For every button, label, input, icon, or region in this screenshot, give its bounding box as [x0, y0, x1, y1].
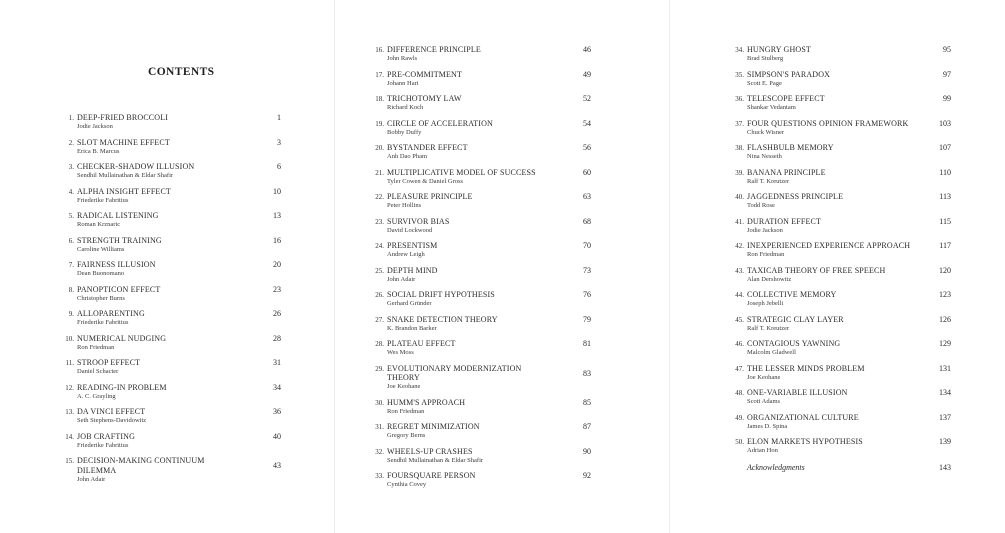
- entry-author: Bobby Duffy: [387, 128, 422, 136]
- toc-entry[interactable]: [670, 94, 1005, 116]
- toc-entry[interactable]: [0, 260, 334, 282]
- entry-author: Johann Hari: [387, 79, 419, 87]
- entry-title: ELON MARKETS HYPOTHESIS: [747, 437, 863, 446]
- toc-entry[interactable]: [335, 217, 669, 239]
- entry-page-number: 3: [277, 137, 281, 147]
- entry-page-number: 126: [939, 314, 951, 324]
- toc-entry[interactable]: [335, 70, 669, 92]
- entry-title: WHEELS-UP CRASHES: [387, 446, 473, 456]
- entry-author: Caroline Williams: [77, 245, 125, 253]
- toc-entry[interactable]: [0, 456, 334, 483]
- toc-entry[interactable]: [335, 339, 669, 361]
- toc-entry[interactable]: [335, 363, 669, 390]
- toc-entry[interactable]: [0, 309, 334, 331]
- toc-entry[interactable]: [0, 211, 334, 233]
- toc-entry[interactable]: [670, 266, 1005, 288]
- entry-author: Chuck Wisner: [747, 128, 784, 136]
- entry-author: Ron Friedman: [747, 251, 785, 258]
- entry-number: 23.: [375, 217, 384, 226]
- entry-page-number: 92: [583, 471, 591, 480]
- entry-page-number: 52: [583, 94, 591, 103]
- toc-entry[interactable]: [0, 358, 334, 380]
- toc-entry[interactable]: [670, 119, 1005, 141]
- entry-page-number: 63: [583, 192, 591, 201]
- entry-title: INEXPERIENCED EXPERIENCE APPROACH: [747, 241, 911, 250]
- entry-author: Anh Dao Pham: [387, 153, 428, 160]
- toc-entry[interactable]: [335, 398, 669, 420]
- toc-entry[interactable]: [670, 437, 1005, 459]
- entry-title: ALLOPARENTING: [77, 309, 145, 318]
- entry-page-number: 120: [939, 265, 951, 275]
- entry-author: Scott E. Page: [747, 79, 782, 87]
- entry-title: TRICHOTOMY LAW: [387, 94, 462, 103]
- entry-number: 26.: [375, 291, 384, 299]
- entry-author: Joseph Jebelli: [747, 300, 784, 307]
- entry-title: HUMM'S APPROACH: [387, 397, 466, 407]
- entry-page-number: 31: [273, 358, 281, 367]
- entry-page-number: 60: [583, 167, 591, 177]
- entry-page-number: 83: [583, 368, 591, 378]
- entry-number: 34.: [735, 46, 744, 54]
- entry-number: 39.: [735, 168, 744, 177]
- entry-author: Andrew Leigh: [387, 251, 425, 258]
- entry-author: Tyler Cowen & Daniel Gross: [387, 177, 464, 185]
- entry-page-number: 49: [583, 69, 591, 79]
- entry-title: JOB CRAFTING: [77, 431, 136, 441]
- entry-title: ONE-VARIABLE ILLUSION: [747, 388, 848, 397]
- toc-entry[interactable]: [670, 413, 1005, 435]
- contents-heading: CONTENTS: [148, 66, 215, 78]
- entry-title: DA VINCI EFFECT: [77, 407, 146, 416]
- entry-author: Friederike Fabritius: [77, 319, 129, 326]
- entry-author: John Adair: [387, 275, 416, 283]
- entry-author: Nina Nesseth: [747, 153, 782, 160]
- entry-author: Christopher Burns: [77, 294, 125, 302]
- entry-number: 1.: [68, 114, 74, 122]
- entry-author: Cynthia Covey: [387, 481, 427, 488]
- entry-page-number: 13: [273, 211, 281, 220]
- toc-entry[interactable]: [335, 119, 669, 141]
- toc-entry[interactable]: [670, 364, 1005, 386]
- entry-title: NUMERICAL NUDGING: [77, 333, 167, 343]
- entry-author: Malcolm Gladwell: [747, 349, 796, 356]
- entry-number: 12.: [65, 383, 74, 392]
- toc-entry[interactable]: [670, 143, 1005, 165]
- entry-number: 11.: [65, 359, 74, 367]
- toc-entry[interactable]: [670, 315, 1005, 337]
- entry-number: 20.: [375, 144, 384, 152]
- acknowledgments-title: Acknowledgments: [747, 462, 805, 472]
- toc-entry[interactable]: [670, 217, 1005, 239]
- entry-number: 4.: [68, 187, 74, 196]
- entry-page-number: 134: [939, 388, 951, 397]
- entry-title: DECISION-MAKING CONTINUUM: [77, 456, 205, 465]
- toc-entry[interactable]: [335, 192, 669, 214]
- entry-page-number: 40: [273, 431, 281, 441]
- entry-number: 13.: [65, 408, 74, 416]
- entry-page-number: 54: [583, 118, 591, 128]
- entry-author: Dean Buonomano: [77, 270, 125, 277]
- entry-number: 50.: [735, 438, 744, 446]
- toc-entry[interactable]: [0, 162, 334, 184]
- entry-number: 49.: [735, 413, 744, 422]
- entry-title: TELESCOPE EFFECT: [747, 94, 825, 103]
- toc-entry[interactable]: [670, 290, 1005, 312]
- toc-entry[interactable]: [670, 388, 1005, 410]
- entry-page-number: 79: [583, 314, 591, 324]
- toc-entry[interactable]: [335, 168, 669, 190]
- entry-author: Joe Keohane: [747, 373, 781, 381]
- entry-title: THE LESSER MINDS PROBLEM: [747, 363, 865, 373]
- entry-author: Ron Friedman: [77, 343, 115, 351]
- entry-title: REGRET MINIMIZATION: [387, 422, 480, 431]
- toc-entry[interactable]: [670, 70, 1005, 92]
- entry-page-number: 10: [273, 186, 281, 196]
- toc-entry[interactable]: [670, 168, 1005, 190]
- entry-title: PLEASURE PRINCIPLE: [387, 192, 473, 201]
- entry-author: Ron Friedman: [387, 407, 425, 415]
- entry-author: Sendhil Mullainathan & Eldar Shafir: [77, 172, 174, 179]
- entry-number: 44.: [735, 291, 744, 299]
- entry-number: 16.: [375, 46, 384, 54]
- entry-author: John Rawls: [387, 55, 418, 62]
- entry-page-number: 117: [939, 241, 951, 250]
- entry-page-number: 73: [583, 265, 591, 275]
- entry-title: ALPHA INSIGHT EFFECT: [77, 186, 171, 196]
- entry-number: 21.: [375, 168, 384, 177]
- entry-title: BANANA PRINCIPLE: [747, 167, 826, 177]
- entry-page-number: 123: [939, 290, 951, 299]
- entry-author: Shankar Vedantam: [747, 104, 796, 111]
- entry-author: Adrian Hon: [747, 447, 778, 454]
- entry-number: 47.: [735, 364, 744, 373]
- entry-author: David Lockwood: [387, 226, 433, 234]
- entry-title: RADICAL LISTENING: [77, 211, 159, 220]
- entry-page-number: 115: [939, 216, 951, 226]
- entry-number: 2.: [68, 138, 74, 147]
- entry-author: K. Brandon Barker: [387, 324, 437, 332]
- right-page: [670, 0, 1005, 533]
- entry-number: 30.: [375, 398, 384, 407]
- entry-author: A. C. Grayling: [77, 392, 116, 400]
- entry-author: Roman Krznaric: [77, 221, 121, 228]
- toc-entry[interactable]: [0, 334, 334, 356]
- entry-title: PLATEAU EFFECT: [387, 339, 456, 348]
- entry-number: 38.: [735, 144, 744, 152]
- entry-title: TAXICAB THEORY OF FREE SPEECH: [747, 265, 886, 275]
- entry-number: 5.: [68, 212, 74, 220]
- entry-title: CONTAGIOUS YAWNING: [747, 339, 841, 348]
- entry-number: 35.: [735, 70, 744, 79]
- toc-entry[interactable]: [335, 143, 669, 165]
- toc-entry[interactable]: [335, 422, 669, 444]
- entry-title: BYSTANDER EFFECT: [387, 143, 468, 152]
- entry-title: EVOLUTIONARY MODERNIZATION: [387, 363, 522, 373]
- toc-entry[interactable]: [670, 45, 1005, 67]
- entry-page-number: 81: [583, 339, 591, 348]
- entry-number: 36.: [735, 95, 744, 103]
- toc-entry[interactable]: [335, 471, 669, 493]
- entry-page-number: 43: [273, 461, 281, 470]
- entry-page-number: 46: [583, 45, 591, 54]
- entry-page-number: 139: [939, 437, 951, 446]
- entry-title: MULTIPLICATIVE MODEL OF SUCCESS: [387, 167, 536, 177]
- entry-number: 18.: [375, 95, 384, 103]
- entry-author: Jodie Jackson: [747, 226, 783, 234]
- entry-number: 32.: [375, 447, 384, 456]
- entry-page-number: 76: [583, 290, 591, 299]
- entry-page-number: 95: [943, 45, 951, 54]
- entry-author: John Adair: [77, 475, 106, 483]
- entry-author: Daniel Schacter: [77, 368, 119, 375]
- entry-page-number: 6: [277, 162, 281, 171]
- entry-author: Gerhard Gründer: [387, 300, 432, 307]
- toc-entry[interactable]: [335, 447, 669, 469]
- entry-number: 8.: [68, 285, 74, 294]
- entry-title: PANOPTICON EFFECT: [77, 284, 161, 294]
- entry-author: Gregory Berns: [387, 432, 426, 439]
- entry-number: 42.: [735, 242, 744, 250]
- entry-page-number: 87: [583, 422, 591, 431]
- entry-number: 48.: [735, 389, 744, 397]
- entry-number: 41.: [735, 217, 744, 226]
- entry-number: 19.: [375, 119, 384, 128]
- entry-author: Friederike Fabritius: [77, 441, 129, 449]
- entry-number: 33.: [375, 472, 384, 480]
- entry-number: 9.: [68, 310, 74, 318]
- entry-author: Todd Rose: [747, 202, 775, 209]
- entry-number: 24.: [375, 242, 384, 250]
- toc-entry[interactable]: [0, 432, 334, 454]
- entry-title: DURATION EFFECT: [747, 216, 822, 226]
- entry-title: SIMPSON'S PARADOX: [747, 69, 831, 79]
- entry-page-number: 56: [583, 143, 591, 152]
- entry-page-number: 20: [273, 260, 281, 269]
- entry-title: HUNGRY GHOST: [747, 45, 811, 54]
- entry-number: 45.: [735, 315, 744, 324]
- toc-entry[interactable]: [335, 241, 669, 263]
- entry-page-number: 85: [583, 397, 591, 407]
- toc-entry[interactable]: [0, 236, 334, 258]
- toc-entry[interactable]: [670, 192, 1005, 214]
- entry-title: FAIRNESS ILLUSION: [77, 260, 156, 269]
- entry-author: Richard Koch: [387, 104, 424, 111]
- entry-page-number: 107: [939, 143, 951, 152]
- entry-title: COLLECTIVE MEMORY: [747, 290, 837, 299]
- entry-author: Ralf T. Kreutzer: [747, 177, 790, 185]
- left-page: [0, 0, 334, 533]
- entry-number: 17.: [375, 70, 384, 79]
- acknowledgments-page-number: 143: [939, 462, 951, 472]
- entry-title: FLASHBULB MEMORY: [747, 143, 834, 152]
- entry-page-number: 23: [273, 284, 281, 294]
- entry-page-number: 90: [583, 446, 591, 456]
- entry-page-number: 110: [939, 167, 951, 177]
- entry-author: Jodie Jackson: [77, 123, 113, 130]
- entry-page-number: 97: [943, 69, 951, 79]
- entry-number: 14.: [65, 432, 74, 441]
- toc-entry[interactable]: [0, 285, 334, 307]
- toc-entry[interactable]: [335, 266, 669, 288]
- entry-title: FOUR QUESTIONS OPINION FRAMEWORK: [747, 118, 909, 128]
- entry-author: Wes Moss: [387, 349, 414, 356]
- entry-author: Brad Stulberg: [747, 55, 784, 62]
- toc-entry[interactable]: [0, 113, 334, 135]
- entry-number: 43.: [735, 266, 744, 275]
- entry-title: PRESENTISM: [387, 241, 438, 250]
- entry-number: 27.: [375, 315, 384, 324]
- entry-title: DEEP-FRIED BROCCOLI: [77, 113, 169, 122]
- entry-title-line2: THEORY: [387, 373, 420, 382]
- entry-title: READING-IN PROBLEM: [77, 382, 167, 392]
- toc-entry[interactable]: [0, 138, 334, 160]
- toc-entry[interactable]: [670, 339, 1005, 361]
- entry-number: 22.: [375, 193, 384, 201]
- entry-author: Seth Stephens-Davidowitz: [77, 417, 147, 424]
- entry-page-number: 129: [939, 339, 951, 348]
- entry-title: DIFFERENCE PRINCIPLE: [387, 45, 481, 54]
- entry-author: Ralf T. Kreutzer: [747, 324, 790, 332]
- entry-number: 37.: [735, 119, 744, 128]
- entry-title: STROOP EFFECT: [77, 358, 141, 367]
- entry-number: 3.: [68, 163, 74, 171]
- entry-page-number: 70: [583, 241, 591, 250]
- entry-page-number: 103: [939, 118, 951, 128]
- toc-entry[interactable]: [335, 94, 669, 116]
- entry-title: CHECKER-SHADOW ILLUSION: [77, 162, 195, 171]
- entry-title: SLOT MACHINE EFFECT: [77, 137, 170, 147]
- entry-title: PRE-COMMITMENT: [387, 69, 462, 79]
- entry-title: SOCIAL DRIFT HYPOTHESIS: [387, 290, 495, 299]
- entry-page-number: 26: [273, 309, 281, 318]
- entry-title: SURVIVOR BIAS: [387, 216, 450, 226]
- entry-number: 28.: [375, 340, 384, 348]
- toc-entry[interactable]: [0, 407, 334, 429]
- entry-title: STRENGTH TRAINING: [77, 235, 162, 245]
- entry-author: Erica B. Marcus: [77, 147, 120, 155]
- entry-number: 15.: [65, 457, 74, 465]
- entry-number: 7.: [68, 261, 74, 269]
- entry-title: ORGANIZATIONAL CULTURE: [747, 412, 859, 422]
- toc-entry[interactable]: [670, 241, 1005, 263]
- entry-page-number: 1: [277, 113, 281, 122]
- entry-author: Alan Dershowitz: [747, 275, 792, 283]
- entry-page-number: 113: [939, 192, 951, 201]
- entry-title: DEPTH MIND: [387, 265, 438, 275]
- acknowledgments-entry[interactable]: [670, 463, 1005, 485]
- entry-author: Joe Keohane: [387, 383, 421, 390]
- entry-author: James D. Spina: [747, 422, 788, 430]
- entry-author: Sendhil Mullainathan & Eldar Shafir: [387, 456, 484, 464]
- entry-page-number: 16: [273, 235, 281, 245]
- toc-entry[interactable]: [0, 383, 334, 405]
- entry-title: JAGGEDNESS PRINCIPLE: [747, 192, 844, 201]
- entry-page-number: 68: [583, 216, 591, 226]
- entry-number: 6.: [68, 236, 74, 245]
- entry-number: 10.: [65, 334, 74, 343]
- toc-entry[interactable]: [0, 187, 334, 209]
- entry-author: Scott Adams: [747, 398, 781, 405]
- entry-title-line2: DILEMMA: [77, 465, 117, 475]
- entry-page-number: 137: [939, 412, 951, 422]
- entry-page-number: 28: [273, 333, 281, 343]
- entry-number: 46.: [735, 340, 744, 348]
- middle-page: [335, 0, 669, 533]
- entry-title: SNAKE DETECTION THEORY: [387, 314, 498, 324]
- entry-page-number: 34: [273, 382, 281, 392]
- entry-number: 25.: [375, 266, 384, 275]
- toc-entry[interactable]: [335, 290, 669, 312]
- entry-title: FOURSQUARE PERSON: [387, 471, 476, 480]
- entry-author: Friederike Fabritius: [77, 196, 129, 204]
- entry-page-number: 99: [943, 94, 951, 103]
- entry-author: Peter Hollins: [387, 202, 422, 209]
- toc-entry[interactable]: [335, 45, 669, 67]
- entry-number: 29.: [375, 364, 384, 373]
- entry-title: CIRCLE OF ACCELERATION: [387, 118, 493, 128]
- entry-number: 31.: [375, 423, 384, 431]
- entry-page-number: 36: [273, 407, 281, 416]
- entry-number: 40.: [735, 193, 744, 201]
- entry-page-number: 131: [939, 363, 951, 373]
- toc-entry[interactable]: [335, 315, 669, 337]
- entry-title: STRATEGIC CLAY LAYER: [747, 314, 844, 324]
